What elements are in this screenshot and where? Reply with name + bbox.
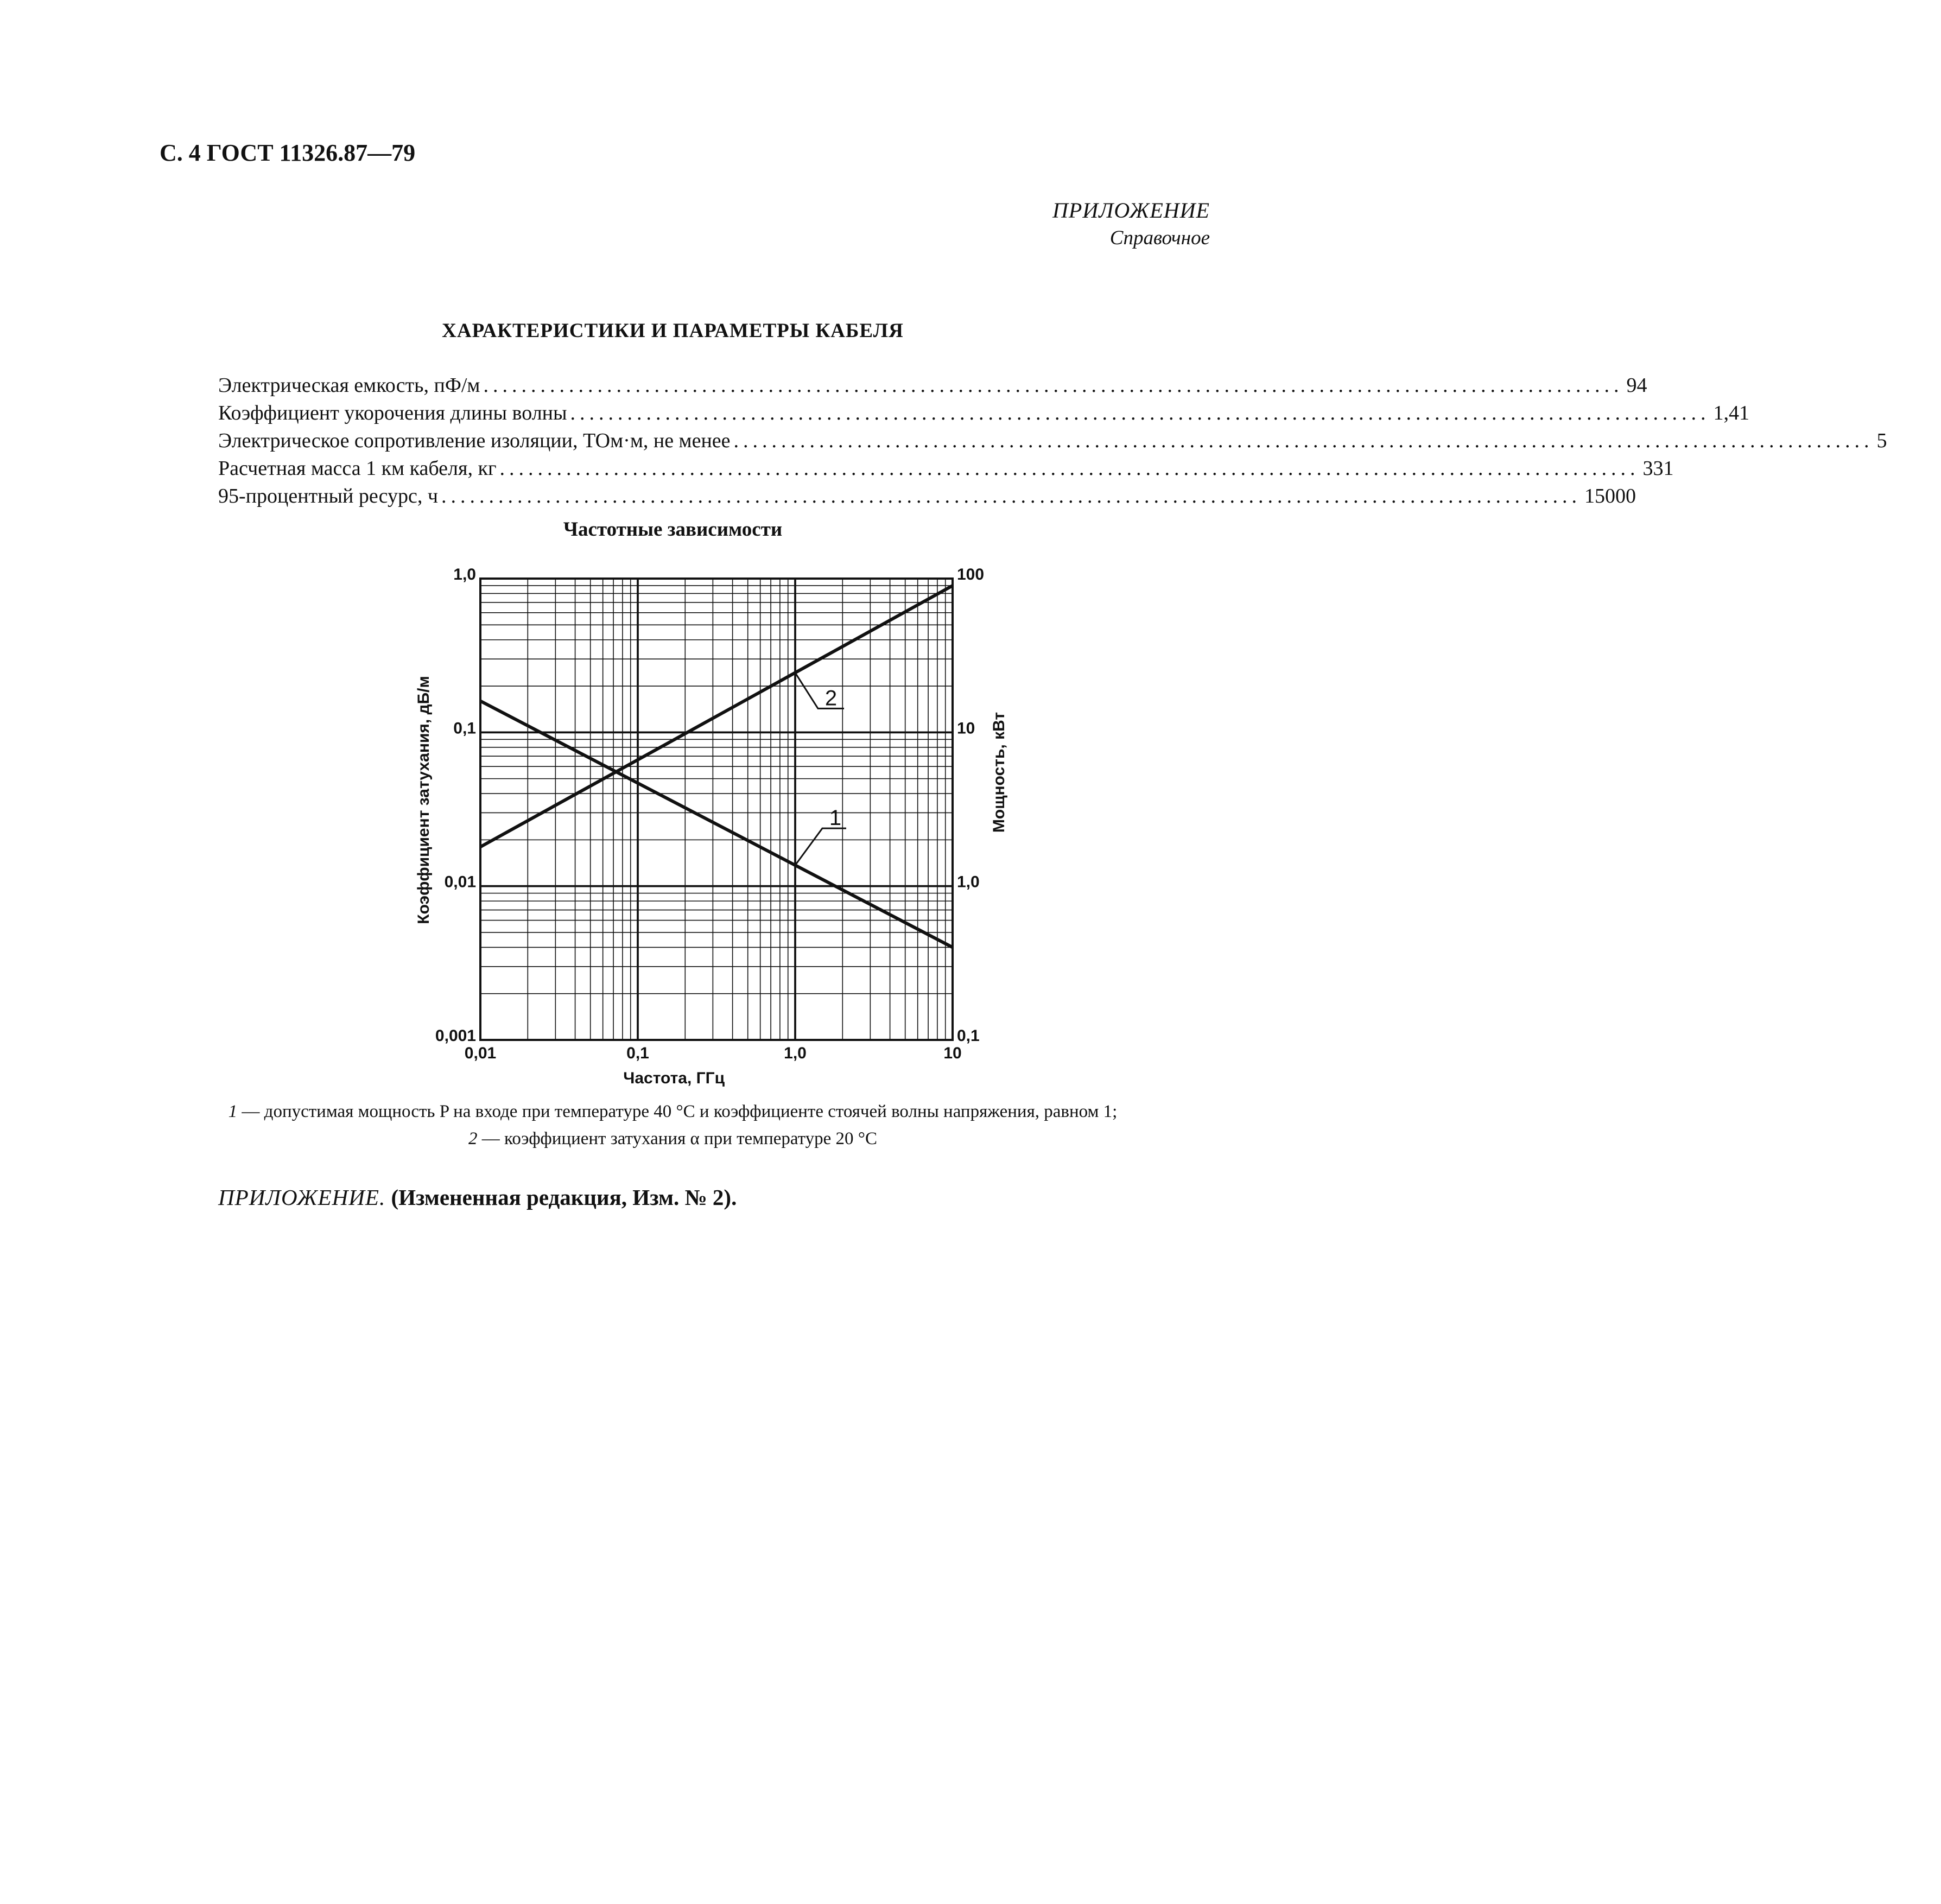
dot-leader: ........................................................................................................................ — [483, 374, 1623, 397]
caption-line-2 — [0, 1129, 1346, 1149]
series-1-leader-line — [795, 828, 846, 865]
x-tick-label: 0,01 — [464, 1044, 497, 1062]
parameter-row — [218, 401, 1750, 429]
caption-text: — допустимая мощность P на входе при температуре 40 °С и коэффициенте стоячей волны напряжения, равном 1; — [237, 1102, 1118, 1121]
y-right-tick-label: 100 — [957, 566, 985, 583]
appendix-label: ПРИЛОЖЕНИЕ — [1052, 198, 1210, 223]
parameter-label: Электрическая емкость, пФ/м — [218, 374, 480, 397]
y-right-tick-label: 1,0 — [957, 873, 980, 891]
parameter-row — [218, 484, 1636, 512]
parameters-list — [218, 373, 1887, 512]
y-right-tick-label: 0,1 — [957, 1027, 980, 1045]
y-left-tick-label: 0,1 — [453, 719, 476, 738]
parameter-label: Электрическое сопротивление изоляции, ТОм·м, не менее — [218, 429, 731, 452]
footer-note — [218, 1184, 737, 1210]
appendix-type: Справочное — [1109, 227, 1210, 249]
parameter-label: Коэффициент укорочения длины волны — [218, 402, 567, 424]
caption-number: 1 — [228, 1102, 238, 1121]
caption-text: — коэффициент затухания α при температуре 20 °С — [477, 1129, 878, 1148]
parameter-value: 94 — [1626, 374, 1647, 397]
footer-label: ПРИЛОЖЕНИЕ. — [218, 1185, 386, 1210]
x-tick-label: 10 — [943, 1044, 962, 1062]
y-left-axis-label: Коэффициент затухания, дБ/м — [415, 676, 433, 924]
y-left-tick-label: 0,01 — [444, 873, 476, 891]
dot-leader: ........................................................................................................................ — [499, 457, 1640, 480]
x-axis-label: Частота, ГГц — [623, 1069, 725, 1087]
footer-amendment: (Измененная редакция, Изм. № 2). — [385, 1185, 737, 1210]
series-1-marker-label: 1 — [829, 806, 842, 830]
parameter-value: 331 — [1642, 457, 1674, 480]
parameter-label: 95-процентный ресурс, ч — [218, 485, 438, 507]
y-left-tick-label: 0,001 — [435, 1027, 476, 1045]
dot-leader: ........................................................................................................................ — [570, 402, 1710, 424]
parameter-value: 5 — [1876, 429, 1887, 452]
x-tick-label: 1,0 — [784, 1044, 807, 1062]
frequency-chart — [402, 559, 1031, 1096]
dot-leader: ........................................................................................................................ — [733, 429, 1874, 452]
caption-line-1 — [0, 1102, 1346, 1122]
parameter-row — [218, 373, 1647, 401]
chart-title: Частотные зависимости — [563, 518, 783, 541]
y-right-axis-label: Мощность, кВт — [990, 712, 1008, 833]
dot-leader: ........................................................................................................................ — [441, 485, 1581, 507]
y-right-tick-label: 10 — [957, 719, 975, 738]
appendix-block — [1052, 198, 1210, 250]
document-code: С. 4 ГОСТ 11326.87—79 — [160, 139, 416, 166]
parameter-row — [218, 429, 1887, 456]
parameter-value: 1,41 — [1713, 402, 1750, 424]
series-2-marker-label: 2 — [824, 686, 838, 710]
x-tick-label: 0,1 — [626, 1044, 649, 1062]
parameter-value: 15000 — [1584, 485, 1636, 507]
section-title: ХАРАКТЕРИСТИКИ И ПАРАМЕТРЫ КАБЕЛЯ — [442, 320, 904, 342]
parameter-label: Расчетная масса 1 км кабеля, кг — [218, 457, 497, 480]
y-left-tick-label: 1,0 — [453, 566, 476, 583]
parameter-row — [218, 456, 1674, 484]
caption-number: 2 — [468, 1129, 478, 1148]
